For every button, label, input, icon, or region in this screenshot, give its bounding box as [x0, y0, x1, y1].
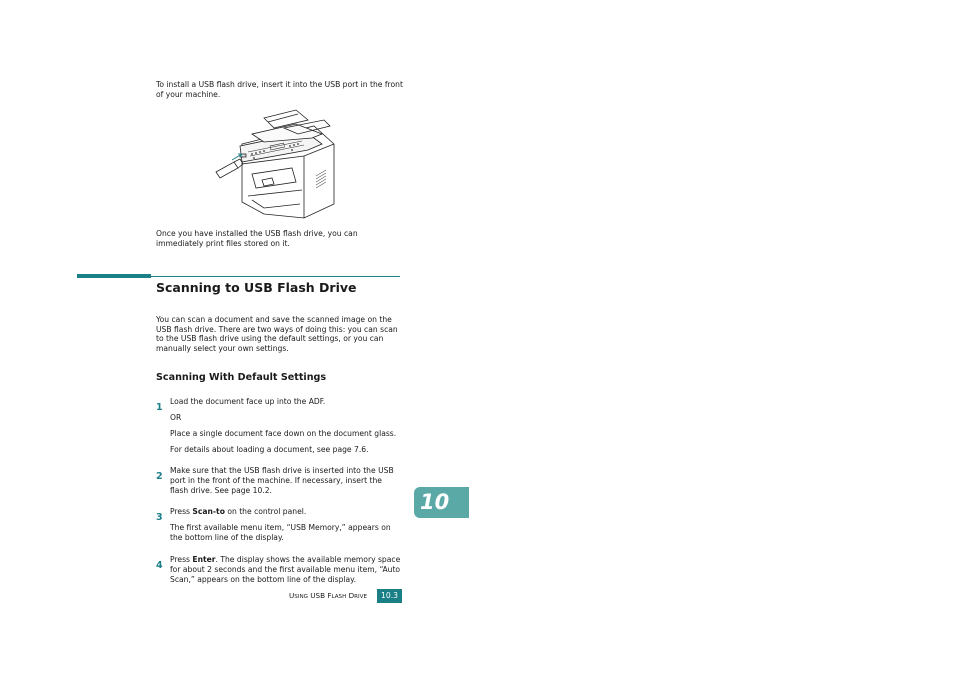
step-number-4: 4: [156, 560, 163, 571]
section-rule-line: [151, 276, 400, 277]
step-number-2: 2: [156, 471, 163, 482]
chapter-badge: 10: [414, 487, 469, 518]
subsection-title: Scanning With Default Settings: [156, 372, 327, 383]
intro-paragraph: To install a USB flash drive, insert it into the USB port in the front of your machine.: [156, 80, 403, 99]
after-install-paragraph: Once you have installed the USB flash drive, you can immediately print files stored on it.: [156, 229, 358, 248]
step-1-alt: Place a single document face down on the document glass.: [170, 429, 397, 438]
step-number-3: 3: [156, 512, 163, 523]
section-body: You can scan a document and save the scanned image on the USB flash drive. There are two ways of doing this: you can scan to the USB flash drive using the default settings, or you can manually select your own settings.: [156, 315, 398, 353]
page-number: 10.3: [377, 589, 402, 602]
footer-rule: [377, 602, 402, 603]
step-number-1: 1: [156, 402, 163, 413]
step-3-text: Press Scan-to on the control panel.: [170, 507, 307, 516]
section-rule-accent: [77, 274, 151, 278]
enter-key: Enter: [192, 555, 216, 564]
scan-to-key: Scan-to: [192, 507, 225, 516]
step-4-text: Press Enter. The display shows the available memory space for about 2 seconds and the first available menu item, “Auto Scan,” appears on the bottom line of the display.: [170, 555, 401, 585]
step-1-text: Load the document face up into the ADF.: [170, 397, 326, 406]
footer-chapter-label: USING USB FLASH DRIVE: [289, 591, 368, 600]
step-1-details: For details about loading a document, see page 7.6.: [170, 445, 369, 454]
printer-illustration: [212, 104, 338, 222]
step-3-followup: The first available menu item, “USB Memory,” appears on the bottom line of the display.: [170, 523, 391, 543]
step-2-text: Make sure that the USB flash drive is inserted into the USB port in the front of the machine. If necessary, insert the flash drive. See page 10.2.: [170, 466, 394, 496]
step-1-or: OR: [170, 413, 182, 422]
section-title: Scanning to USB Flash Drive: [156, 280, 357, 295]
